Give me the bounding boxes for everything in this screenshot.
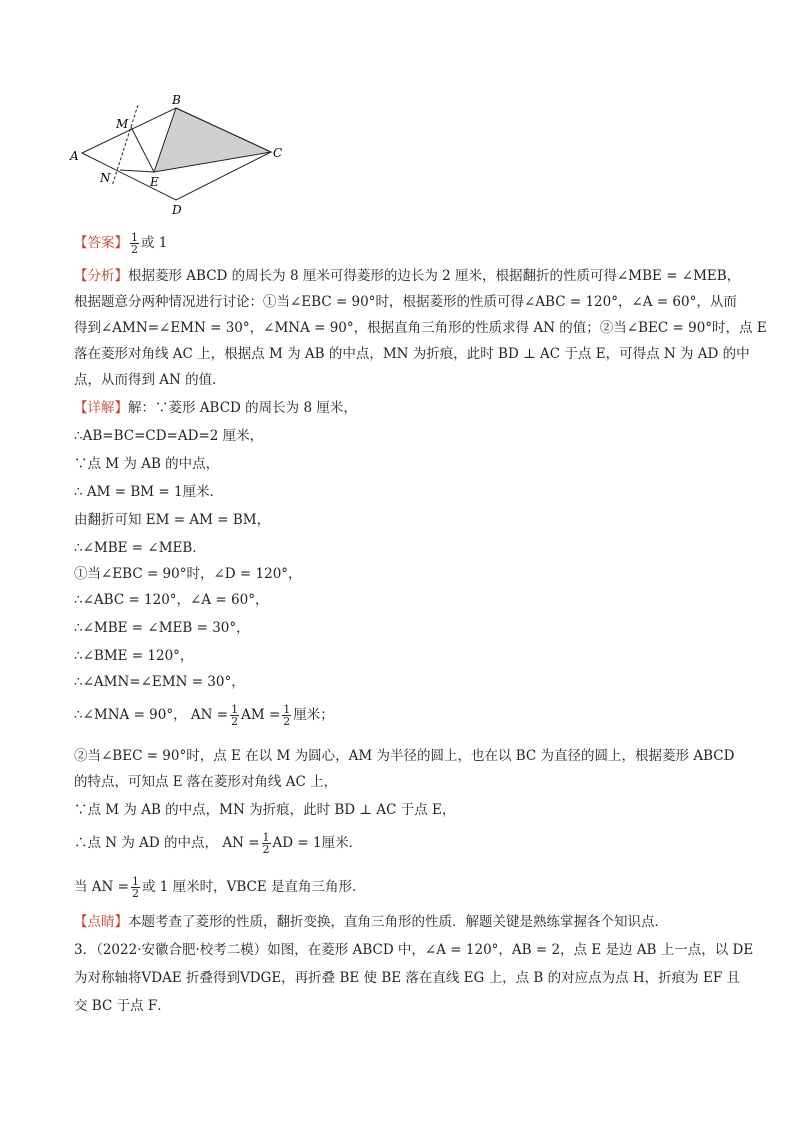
label-n: N	[100, 171, 111, 185]
analysis-line-3: 得到∠AMN=∠EMN = 30°，∠MNA = 90°，根据直角三角形的性质求得 AN 的值；②当∠BEC = 90°时，点 E	[74, 320, 767, 336]
detail-line-9: ∴∠MBE = ∠MEB = 30°，	[74, 620, 250, 636]
detail-line-5: 由翻折可知 EM = AM = BM，	[74, 512, 271, 528]
analysis-line-2: 根据题意分两种情况进行讨论：①当∠EBC = 90°时，根据菱形的性质可得∠ABC = 120°，∠A = 60°，从而	[74, 294, 737, 310]
label-d: D	[172, 203, 182, 217]
segment-ne	[120, 170, 154, 172]
comment-line: 【点睛】本题考查了菱形的性质，翻折变换，直角三角形的性质．解题关键是熟练掌握各个知识点．	[74, 914, 668, 930]
shaded-triangle-bec	[154, 108, 271, 172]
detail-line-2: ∴AB=BC=CD=AD=2 厘米，	[74, 428, 264, 444]
detail-line-7: ①当∠EBC = 90°时，∠D = 120°，	[74, 566, 302, 582]
detail-tag: 【详解】	[74, 400, 128, 416]
analysis-line-5: 点，从而得到 AN 的值．	[74, 372, 226, 388]
segment-me	[131, 127, 154, 172]
analysis-tag: 【分析】	[74, 268, 128, 284]
comment-tag: 【点睛】	[74, 914, 128, 930]
answer-fraction: $\frac{1}{2}$	[131, 231, 138, 256]
detail-line-3: ∵点 M 为 AB 的中点，	[74, 456, 220, 472]
analysis-line-1: 【分析】根据菱形 ABCD 的周长为 8 厘米可得菱形的边长为 2 厘米，根据翻折的性质可得∠MBE = ∠MEB，	[74, 268, 741, 284]
answer-line	[74, 232, 167, 255]
detail-line-12: ∴∠MNA = 90°， AN = $\frac{1}{2}$ AM = $\frac{1}{2}$ 厘米；	[74, 703, 334, 728]
detail-line-13: ②当∠BEC = 90°时，点 E 在以 M 为圆心，AM 为半径的圆上，也在以 BC 为直径的圆上，根据菱形 ABCD	[74, 748, 735, 764]
detail-line-6: ∴∠MBE = ∠MEB．	[74, 540, 206, 556]
problem3-line-1: 3．（2022·安徽合肥·校考二模）如图，在菱形 ABCD 中，∠A = 120°，AB = 2，点 E 是边 AB 上一点，以 DE	[74, 942, 754, 958]
detail-line-10: ∴∠BME = 120°，	[74, 648, 194, 664]
detail-line-17: 当 AN = $\frac{1}{2}$ 或 1 厘米时，VBCE 是直角三角形．	[74, 875, 366, 900]
answer-rest: 或 1	[141, 235, 168, 251]
detail-line-4: ∴ AM = BM = 1厘米．	[74, 484, 224, 500]
detail-line-11: ∴∠AMN=∠EMN = 30°，	[74, 674, 245, 690]
problem3-line-2: 为对称轴将VDAE 折叠得到VDGE，再折叠 BE 使 BE 落在直线 EG 上，点 B 的对应点为点 H，折痕为 EF 且	[74, 970, 740, 986]
rhombus-figure	[68, 90, 298, 220]
detail-line-1: 【详解】解：∵菱形 ABCD 的周长为 8 厘米，	[74, 400, 357, 416]
label-e: E	[150, 175, 159, 189]
analysis-line-4: 落在菱形对角线 AC 上，根据点 M 为 AB 的中点，MN 为折痕，此时 BD ⊥ AC 于点 E，可得点 N 为 AD 的中	[74, 346, 750, 362]
label-b: B	[172, 93, 181, 107]
label-c: C	[273, 146, 283, 160]
label-m: M	[116, 117, 129, 131]
detail-line-16: ∴点 N 为 AD 的中点， AN = $\frac{1}{2}$ AD = 1厘米．	[74, 831, 363, 856]
answer-tag: 【答案】	[74, 235, 128, 251]
detail-line-15: ∵点 M 为 AB 的中点，MN 为折痕，此时 BD ⊥ AC 于点 E，	[74, 802, 456, 818]
label-a: A	[70, 149, 79, 163]
detail-line-8: ∴∠ABC = 120°，∠A = 60°，	[74, 592, 269, 608]
detail-line-14: 的特点，可知点 E 落在菱形对角线 AC 上，	[74, 774, 338, 790]
problem3-line-3: 交 BC 于点 F．	[74, 998, 171, 1014]
